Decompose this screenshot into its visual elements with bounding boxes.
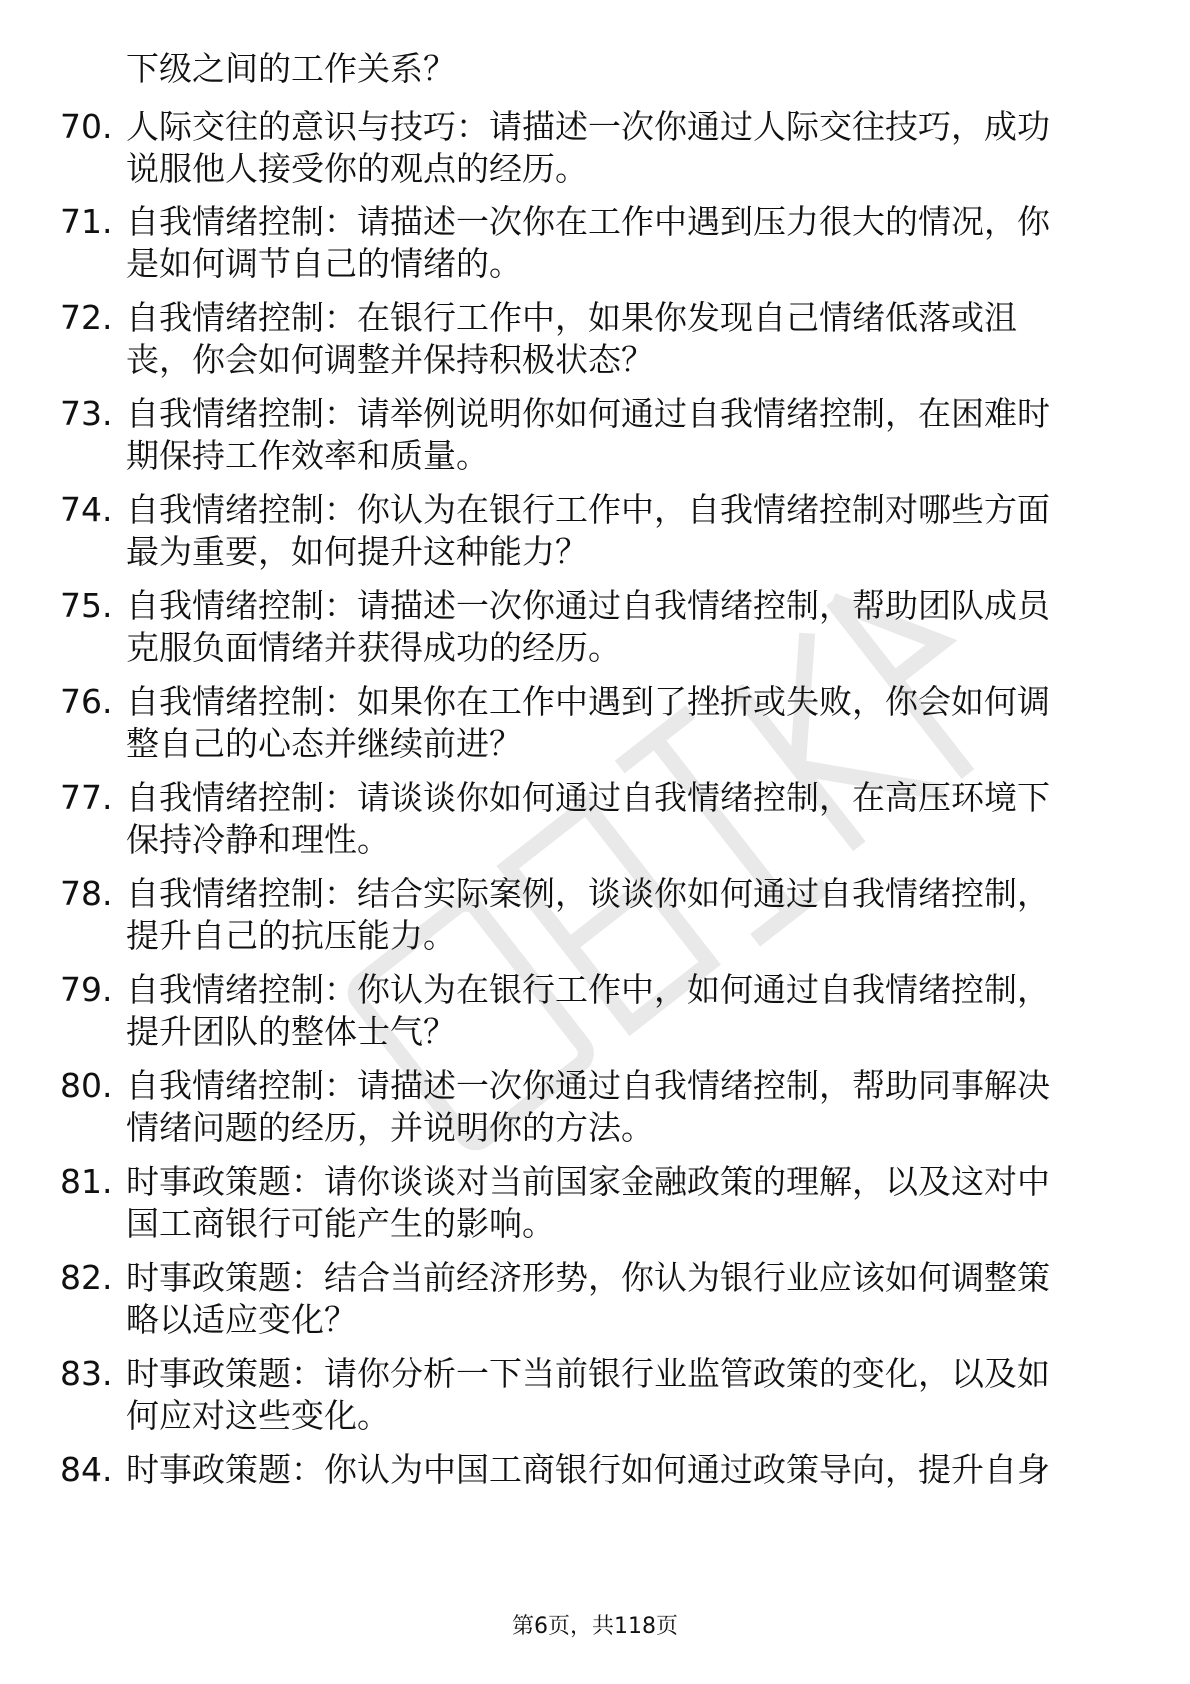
continuation-text: 下级之间的工作关系？ bbox=[126, 49, 456, 88]
question-number: 75. bbox=[60, 586, 113, 625]
question-text: 时事政策题：请你分析一下当前银行业监管政策的变化，以及如 何应对这些变化。 bbox=[126, 1354, 1050, 1435]
question-text: 自我情绪控制：在银行工作中，如果你发现自己情绪低落或沮 丧，你会如何调整并保持积极状态？ bbox=[126, 298, 1017, 379]
question-text: 时事政策题：结合当前经济形势，你认为银行业应该如何调整策 略以适应变化？ bbox=[126, 1258, 1050, 1339]
question-number: 83. bbox=[60, 1354, 113, 1393]
question-number: 77. bbox=[60, 778, 113, 817]
question-number: 70. bbox=[60, 107, 113, 146]
question-number: 82. bbox=[60, 1258, 113, 1297]
question-number: 76. bbox=[60, 682, 113, 721]
question-text: 自我情绪控制：结合实际案例，谈谈你如何通过自我情绪控制， 提升自己的抗压能力。 bbox=[126, 874, 1050, 955]
question-number: 80. bbox=[60, 1066, 113, 1105]
question-number: 72. bbox=[60, 298, 113, 337]
question-number: 74. bbox=[60, 490, 113, 529]
question-text: 时事政策题：请你谈谈对当前国家金融政策的理解，以及这对中 国工商银行可能产生的影响。 bbox=[126, 1162, 1050, 1243]
question-number: 81. bbox=[60, 1162, 113, 1201]
question-text: 自我情绪控制：你认为在银行工作中，自我情绪控制对哪些方面 最为重要，如何提升这种能力？ bbox=[126, 490, 1050, 571]
question-text: 自我情绪控制：请谈谈你如何通过自我情绪控制，在高压环境下 保持冷静和理性。 bbox=[126, 778, 1050, 859]
question-number: 84. bbox=[60, 1450, 113, 1489]
question-number: 79. bbox=[60, 970, 113, 1009]
question-number: 78. bbox=[60, 874, 113, 913]
question-number: 71. bbox=[60, 202, 113, 241]
page-footer: 第6页，共118页 bbox=[512, 1614, 678, 1639]
question-text: 自我情绪控制：你认为在银行工作中，如何通过自我情绪控制， 提升团队的整体士气？ bbox=[126, 970, 1050, 1051]
question-text: 自我情绪控制：请举例说明你如何通过自我情绪控制，在困难时 期保持工作效率和质量。 bbox=[126, 394, 1050, 475]
question-text: 自我情绪控制：请描述一次你通过自我情绪控制，帮助同事解决 情绪问题的经历，并说明你的方法。 bbox=[126, 1066, 1050, 1147]
question-text: 自我情绪控制：请描述一次你通过自我情绪控制，帮助团队成员 克服负面情绪并获得成功的经历。 bbox=[126, 586, 1050, 667]
question-text: 人际交往的意识与技巧：请描述一次你通过人际交往技巧，成功 说服他人接受你的观点的经历。 bbox=[126, 107, 1050, 188]
question-number: 73. bbox=[60, 394, 113, 433]
question-text: 时事政策题：你认为中国工商银行如何通过政策导向，提升自身 bbox=[126, 1450, 1050, 1489]
question-text: 自我情绪控制：如果你在工作中遇到了挫折或失败，你会如何调 整自己的心态并继续前进？ bbox=[126, 682, 1050, 763]
question-text: 自我情绪控制：请描述一次你在工作中遇到压力很大的情况，你 是如何调节自己的情绪的。 bbox=[126, 202, 1050, 283]
